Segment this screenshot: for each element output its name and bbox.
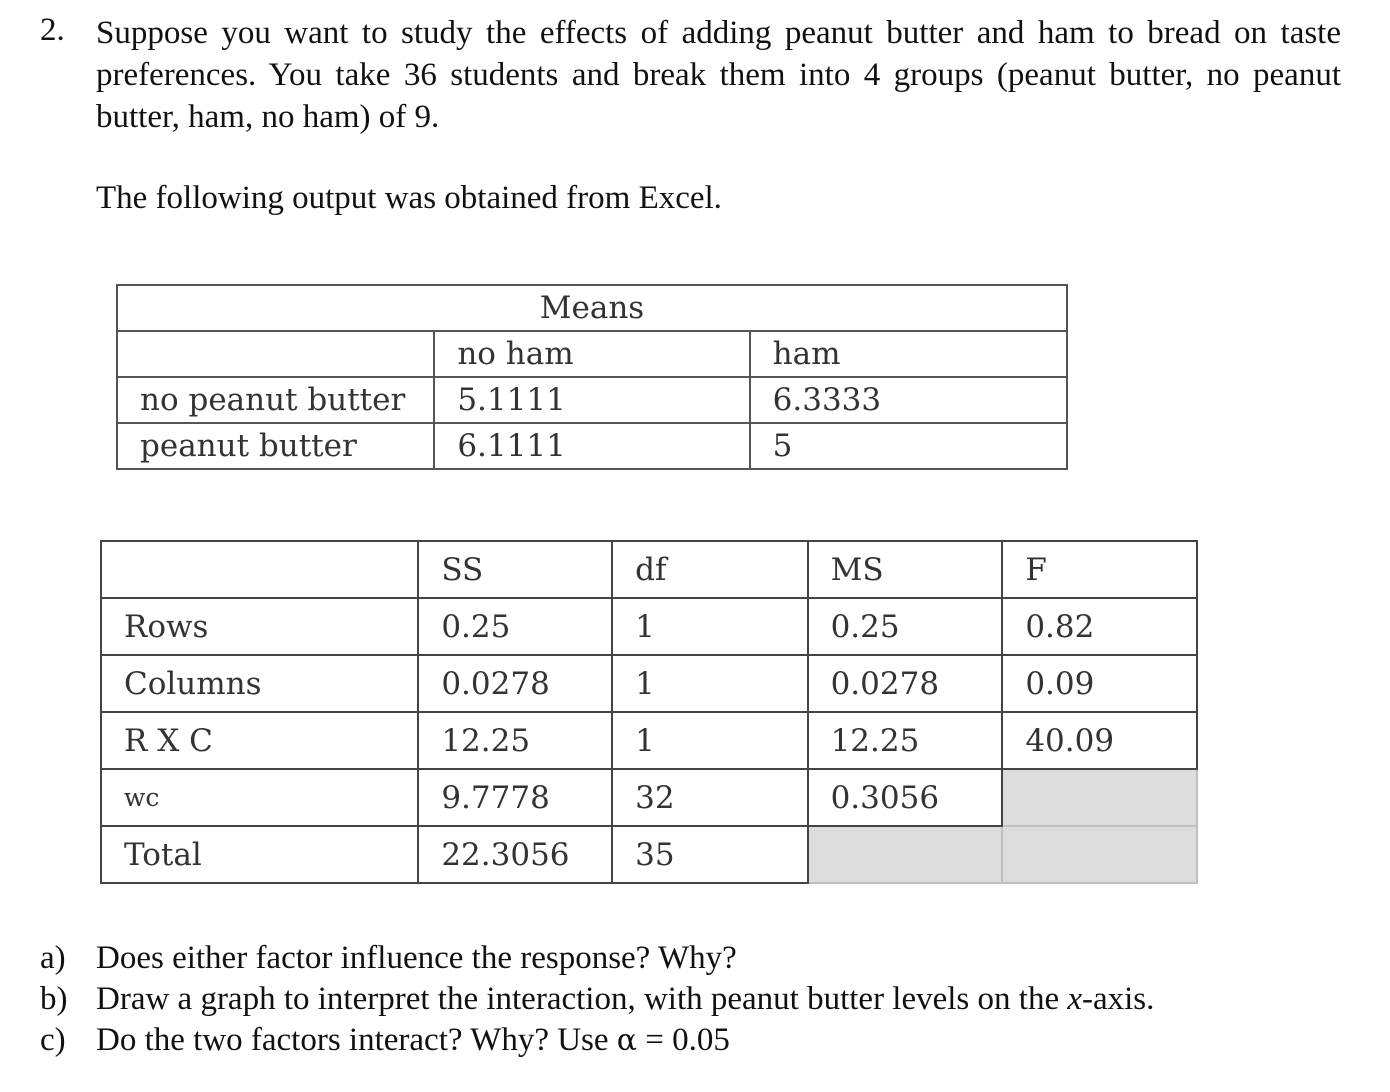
means-title: Means [117, 285, 1067, 331]
anova-f-cell: 0.09 [1002, 655, 1197, 712]
sub-question-label: c) [40, 1022, 66, 1058]
sub-question-label: a) [40, 940, 66, 976]
anova-ss-cell: 9.7778 [418, 769, 612, 826]
means-title-row [117, 285, 1067, 331]
anova-row-label: Rows [101, 598, 418, 655]
anova-header-ms: MS [808, 541, 1003, 598]
anova-df-cell: 1 [612, 655, 807, 712]
anova-row-label: Total [101, 826, 418, 883]
intro-text: The following output was obtained from Excel. [96, 180, 722, 216]
anova-df-cell: 35 [612, 826, 807, 883]
means-cell: 5 [750, 423, 1067, 469]
anova-row [101, 655, 1197, 712]
anova-ss-cell: 0.25 [418, 598, 612, 655]
sub-question-c [40, 1020, 1154, 1061]
anova-header-f: F [1002, 541, 1197, 598]
anova-header-row [101, 541, 1197, 598]
sub-questions [40, 938, 1154, 1061]
means-cell: 6.1111 [434, 423, 749, 469]
means-header-ham: ham [750, 331, 1067, 377]
anova-row-label: Columns [101, 655, 418, 712]
anova-ss-cell: 0.0278 [418, 655, 612, 712]
anova-ms-cell: 12.25 [808, 712, 1003, 769]
question-text: Suppose you want to study the effects of adding peanut butter and ham to bread on taste preferences. You take 36 students and break them into 4 groups (peanut butter, no peanut butter, ham, no ham) of 9. [96, 15, 1341, 135]
anova-header-ss: SS [418, 541, 612, 598]
anova-row-label: R X C [101, 712, 418, 769]
anova-ss-cell: 12.25 [418, 712, 612, 769]
axis-variable: x [1067, 981, 1082, 1017]
anova-f-cell-empty [1002, 826, 1197, 883]
anova-f-cell: 0.82 [1002, 598, 1197, 655]
sub-question-a [40, 938, 1154, 979]
anova-ms-cell-empty [808, 826, 1003, 883]
means-cell: 5.1111 [434, 377, 749, 423]
means-cell: 6.3333 [750, 377, 1067, 423]
question-number: 2. [40, 12, 65, 48]
anova-df-cell: 1 [612, 712, 807, 769]
means-row-label: peanut butter [117, 423, 434, 469]
sub-question-text [96, 1020, 730, 1061]
sub-question-text [96, 979, 1154, 1020]
anova-table [100, 540, 1198, 884]
anova-row [101, 769, 1197, 826]
anova-ms-cell: 0.0278 [808, 655, 1003, 712]
means-header-row [117, 331, 1067, 377]
means-table [116, 284, 1068, 470]
text-after: = 0.05 [637, 1022, 730, 1058]
anova-row [101, 826, 1197, 883]
means-header-corner [117, 331, 434, 377]
anova-row-label: wc [101, 769, 418, 826]
anova-df-cell: 32 [612, 769, 807, 826]
anova-ms-cell: 0.3056 [808, 769, 1003, 826]
anova-ms-cell: 0.25 [808, 598, 1003, 655]
sub-question-b [40, 979, 1154, 1020]
anova-df-cell: 1 [612, 598, 807, 655]
anova-header-corner [101, 541, 418, 598]
anova-f-cell-empty [1002, 769, 1197, 826]
text-after: -axis. [1082, 981, 1155, 1017]
means-row-label: no peanut butter [117, 377, 434, 423]
means-row [117, 377, 1067, 423]
alpha-symbol: α [616, 1023, 638, 1058]
anova-f-cell: 40.09 [1002, 712, 1197, 769]
anova-row [101, 598, 1197, 655]
anova-header-df: df [612, 541, 807, 598]
means-header-no-ham: no ham [434, 331, 749, 377]
means-row [117, 423, 1067, 469]
text-before: Draw a graph to interpret the interaction, with peanut butter levels on the [96, 981, 1068, 1017]
sub-question-label: b) [40, 981, 68, 1017]
anova-row [101, 712, 1197, 769]
sub-question-text: Does either factor influence the response? Why? [96, 940, 737, 976]
text-before: Do the two factors interact? Why? Use [96, 1022, 617, 1058]
anova-ss-cell: 22.3056 [418, 826, 612, 883]
